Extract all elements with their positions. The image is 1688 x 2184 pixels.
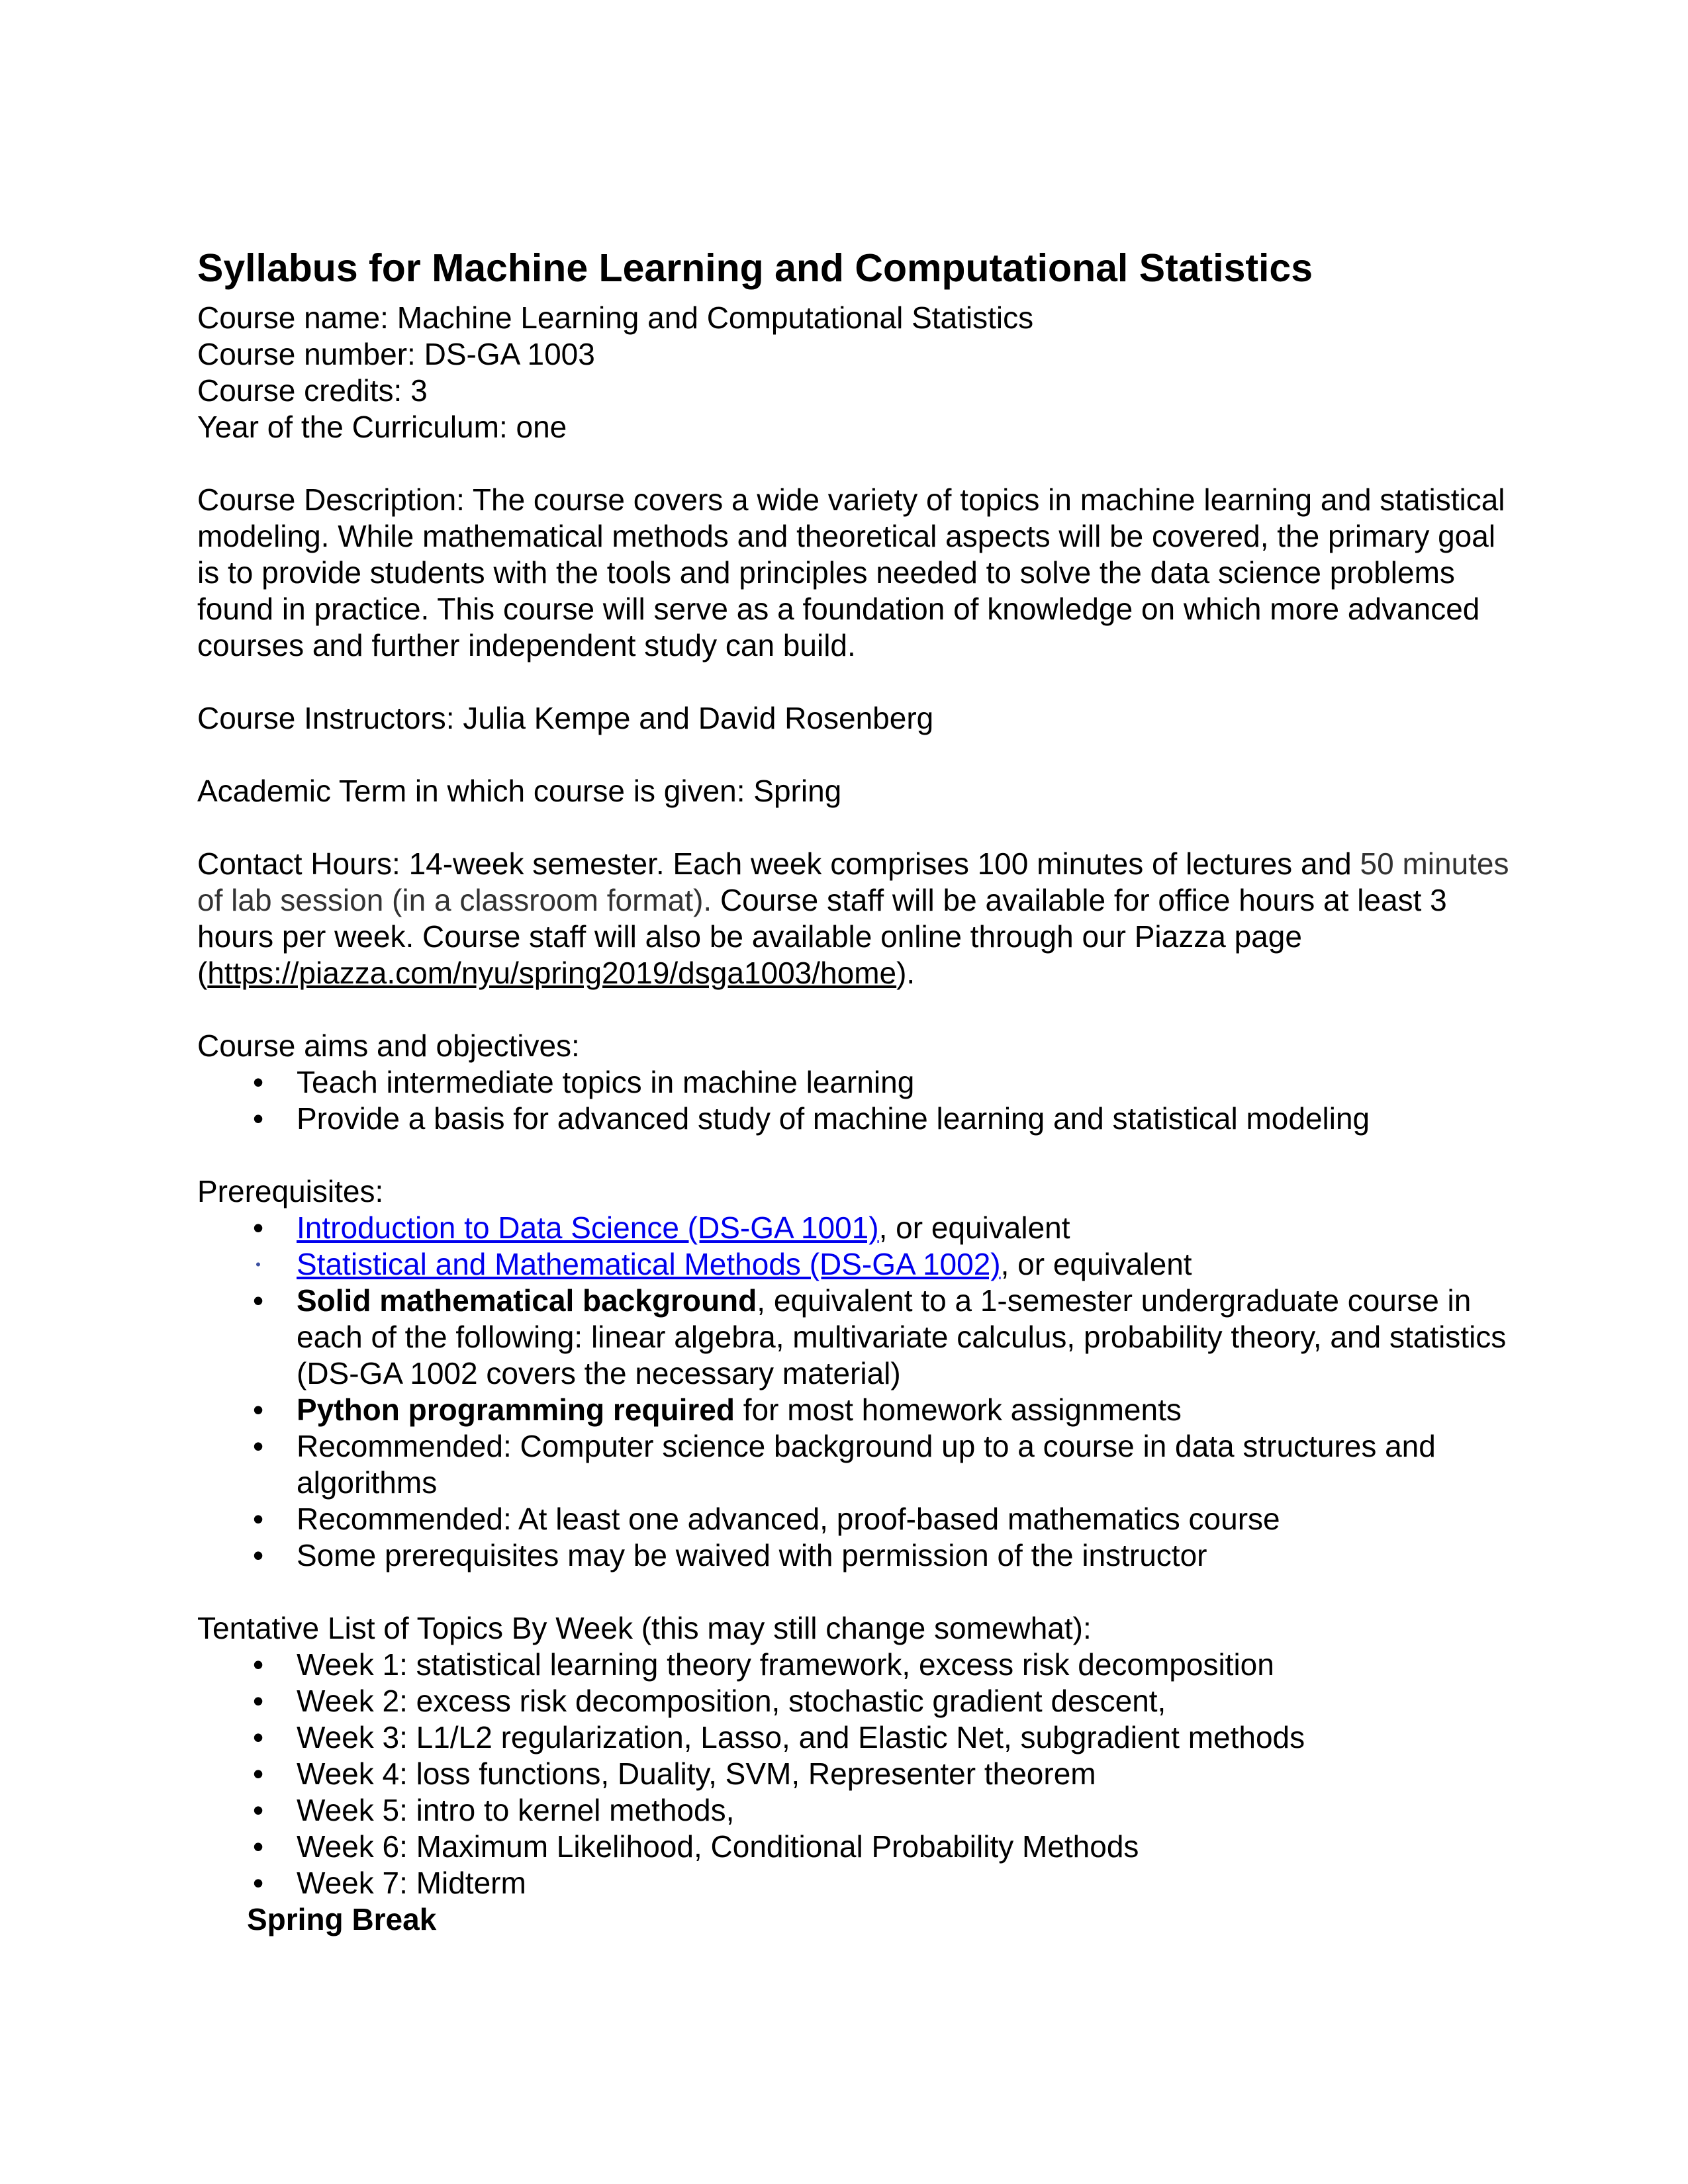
list-item	[197, 1647, 1515, 1683]
bullet-icon: •	[252, 1283, 264, 1318]
spacer	[197, 1574, 1515, 1610]
list-item	[197, 1829, 1515, 1865]
bullet-icon: •	[252, 1720, 264, 1754]
prereq-text: Some prerequisites may be waived with permission of the instructor	[297, 1538, 1207, 1572]
list-item	[197, 1719, 1515, 1756]
course-number: Course number: DS-GA 1003	[197, 337, 595, 371]
prereq-bold-text: Solid mathematical background	[297, 1283, 757, 1318]
prereq-text: Recommended: Computer science background up to a course in data structures and algorithms	[297, 1429, 1436, 1500]
week-topic: Week 3: L1/L2 regularization, Lasso, and Elastic Net, subgradient methods	[297, 1720, 1305, 1754]
week-topic: Week 1: statistical learning theory framework, excess risk decomposition	[297, 1647, 1274, 1682]
week-topic: Week 2: excess risk decomposition, stochastic gradient descent,	[297, 1684, 1166, 1718]
week-topic: Week 4: loss functions, Duality, SVM, Representer theorem	[297, 1756, 1096, 1791]
list-item	[197, 1210, 1515, 1246]
list-item	[197, 1246, 1515, 1283]
list-item	[197, 1283, 1515, 1392]
week-topic: Week 5: intro to kernel methods,	[297, 1793, 735, 1827]
contact-hours-lab-text: 50 minutes of lab session (in a classroom format).	[197, 846, 1509, 917]
bullet-icon: •	[252, 1684, 264, 1718]
page-title: Syllabus for Machine Learning and Computational Statistics	[197, 246, 1313, 290]
academic-term: Academic Term in which course is given: Spring	[197, 774, 842, 808]
prereq-text: , or equivalent	[1000, 1247, 1192, 1281]
stat-math-methods-link[interactable]: Statistical and Mathematical Methods (DS-GA 1002)	[297, 1247, 1001, 1281]
list-item	[197, 1683, 1515, 1719]
prereq-text: Recommended: At least one advanced, proof-based mathematics course	[297, 1502, 1280, 1536]
course-description: Course Description: The course covers a wide variety of topics in machine learning and statistical modeling. While mathematical methods and theoretical aspects will be covered, the primary goal is to provide students with the tools and principles needed to solve the data science problems found in practice. This course will serve as a foundation of knowledge on which more advanced courses and further independent study can build.	[197, 482, 1505, 662]
bullet-icon: •	[252, 1647, 264, 1682]
spring-break: Spring Break	[247, 1902, 437, 1936]
course-name: Course name: Machine Learning and Computational Statistics	[197, 300, 1034, 335]
aim-text: Teach intermediate topics in machine learning	[297, 1065, 915, 1099]
bullet-icon: •	[252, 1429, 264, 1463]
topics-heading: Tentative List of Topics By Week (this may still change somewhat):	[197, 1611, 1092, 1645]
bullet-icon: •	[252, 1502, 264, 1536]
list-item	[197, 1101, 1515, 1137]
bullet-icon: •	[252, 1538, 264, 1572]
spacer	[197, 664, 1515, 700]
prereq-text: , equivalent to a 1-semester undergraduate course in each of the following: linear algebra, multivariate calculus, probability theory, and statistics (DS-GA 1002 covers the necessary material)	[297, 1283, 1507, 1390]
bullet-icon: •	[252, 1065, 264, 1099]
spacer	[197, 991, 1515, 1028]
prereq-text: for most homework assignments	[734, 1392, 1182, 1427]
aims-list	[197, 1064, 1515, 1137]
spacer	[197, 445, 1515, 482]
prereq-bold-text: Python programming required	[297, 1392, 735, 1427]
list-item	[197, 1501, 1515, 1537]
prereq-text: , or equivalent	[878, 1210, 1070, 1245]
bullet-icon: •	[256, 1256, 261, 1273]
bullet-icon: •	[252, 1829, 264, 1864]
list-item	[197, 1428, 1515, 1501]
contact-hours	[197, 846, 1515, 991]
spacer	[197, 809, 1515, 846]
spacer	[197, 737, 1515, 773]
topics-list	[197, 1647, 1515, 1901]
course-instructors: Course Instructors: Julia Kempe and David Rosenberg	[197, 701, 934, 735]
bullet-icon: •	[252, 1210, 264, 1245]
bullet-icon: •	[252, 1756, 264, 1791]
aim-text: Provide a basis for advanced study of machine learning and statistical modeling	[297, 1101, 1370, 1136]
list-item	[197, 1064, 1515, 1101]
contact-hours-text-2: Course staff will be available for office hours at least 3 hours per week. Course staff will also be available online through our Piazza page (	[197, 883, 1447, 990]
week-topic: Week 6: Maximum Likelihood, Conditional Probability Methods	[297, 1829, 1139, 1864]
spacer	[197, 1137, 1515, 1173]
list-item	[197, 1392, 1515, 1428]
list-item	[197, 1865, 1515, 1901]
contact-hours-text-1: Contact Hours: 14-week semester. Each week comprises 100 minutes of lectures and	[197, 846, 1360, 881]
intro-data-science-link[interactable]: Introduction to Data Science (DS-GA 1001)	[297, 1210, 879, 1245]
week-topic: Week 7: Midterm	[297, 1866, 526, 1900]
prereq-list	[197, 1210, 1515, 1574]
aims-heading: Course aims and objectives:	[197, 1028, 580, 1063]
bullet-icon: •	[252, 1101, 264, 1136]
list-item	[197, 1756, 1515, 1792]
course-credits: Course credits: 3	[197, 373, 428, 408]
bullet-icon: •	[252, 1866, 264, 1900]
list-item	[197, 1537, 1515, 1574]
contact-hours-text-3: ).	[896, 956, 915, 990]
syllabus-page	[197, 238, 1515, 1938]
bullet-icon: •	[252, 1793, 264, 1827]
bullet-icon: •	[252, 1392, 264, 1427]
piazza-link[interactable]: https://piazza.com/nyu/spring2019/dsga1003/home	[207, 956, 897, 990]
prereq-heading: Prerequisites:	[197, 1174, 384, 1208]
curriculum-year: Year of the Curriculum: one	[197, 410, 567, 444]
list-item	[197, 1792, 1515, 1829]
